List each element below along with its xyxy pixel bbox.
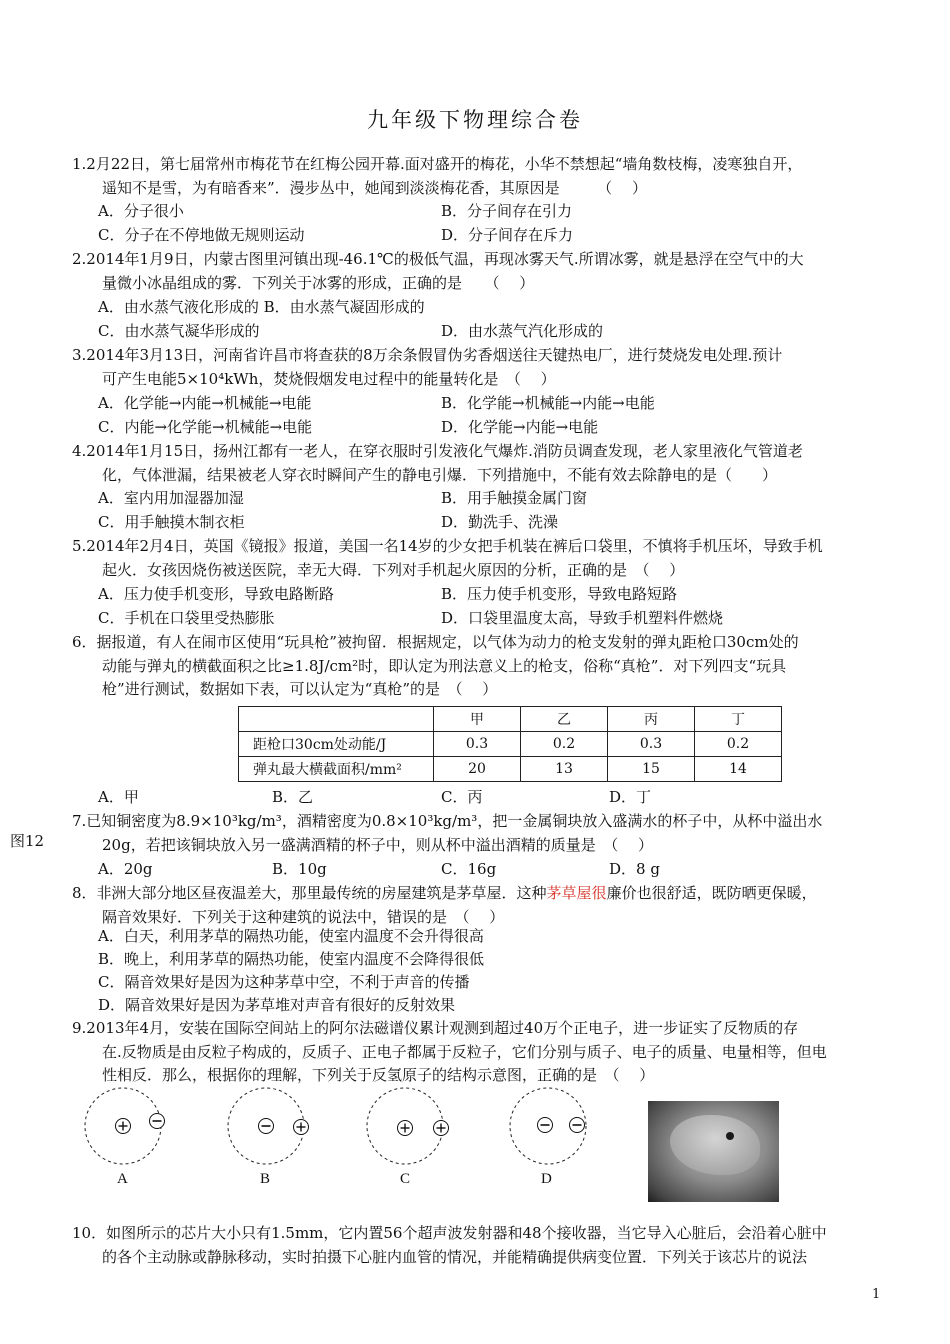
question-2-line2: 量微小冰晶组成的雾．下列关于冰雾的形成，正确的是 （ ）: [102, 273, 535, 292]
question-5-line1: 5.2014年2月4日，英国《镜报》报道，美国一名14岁的少女把手机装在裤后口袋里，不慎将手机压坏，导致手机: [72, 537, 823, 555]
question-4-line2: 化，气体泄漏，结果被老人穿衣时瞬间产生的静电引爆．下列措施中，不能有效去除静电的是（ ）: [102, 465, 778, 484]
question-7: [72, 810, 882, 857]
atom-diagram-c: [367, 1088, 449, 1187]
table-cell: 14: [695, 757, 782, 782]
q7-option-b: B．10g: [272, 860, 327, 878]
question-8-line1: [72, 882, 882, 906]
table-cell: 0.2: [695, 732, 782, 757]
diagram-label-a: A: [117, 1171, 128, 1187]
q1-option-c: C．分子在不停地做无规则运动: [98, 226, 305, 244]
q1-option-a: A．分子很小: [98, 202, 184, 220]
q5-option-c: C．手机在口袋里受热膨胀: [98, 609, 275, 627]
q5-option-b: B．压力使手机变形，导致电路短路: [441, 585, 678, 603]
question-8: [72, 882, 882, 929]
q3-option-c: C．内能→化学能→机械能→电能: [98, 418, 313, 436]
table-cell: 弹丸最大横截面积/mm²: [239, 757, 434, 782]
fingertip-shape: [670, 1115, 760, 1175]
table-header-row: [239, 707, 782, 732]
question-1-line1: 1.2月22日，第七届常州市梅花节在红梅公园开幕.面对盛开的梅花，小华不禁想起“墙角数枝梅，凌寒独自开，: [72, 155, 803, 173]
q1-option-b: B．分子间存在引力: [441, 202, 573, 220]
question-10: [72, 1222, 882, 1269]
question-8-line1-pre: 8．非洲大部分地区昼夜温差大，那里最传统的房屋建筑是茅草屋．这种: [72, 884, 547, 902]
question-9-line1: 9.2013年4月，安装在国际空间站上的阿尔法磁谱仪累计观测到超过40万个正电子，进一步证实了反物质的存: [72, 1019, 799, 1037]
question-3: [72, 344, 882, 391]
question-3-line2: 可产生电能5×10⁴kWh，焚烧假烟发电过程中的能量转化是 （ ）: [102, 369, 556, 388]
table-row: [239, 732, 782, 757]
table-cell: 0.3: [608, 732, 695, 757]
question-6-line1: 6．据报道，有人在闹市区使用“玩具枪”被拘留．根据规定，以气体为动力的枪支发射的弹丸距枪口30cm处的: [72, 633, 799, 651]
q1-option-d: D．分子间存在斥力: [441, 226, 574, 244]
question-6-line2: 动能与弹丸的横截面积之比≥1.8J/cm²时，即认定为刑法意义上的枪支，俗称“真枪”．对下列四支“玩具: [102, 656, 787, 675]
question-4-line1: 4.2014年1月15日，扬州江都有一老人，在穿衣服时引发液化气爆炸.消防员调查发现，老人家里液化气管道老: [72, 442, 803, 460]
question-10-line1: 10．如图所示的芯片大小只有1.5mm，它内置56个超声波发射器和48个接收器，当它导入心脏后，会沿着心脏中: [72, 1224, 827, 1242]
q8-option-a: A．白天，利用茅草的隔热功能，使室内温度不会升得很高: [98, 927, 484, 945]
gun-test-table: [238, 706, 782, 782]
q2-option-c: C．由水蒸气凝华形成的: [98, 322, 260, 340]
table-cell: 距枪口30cm处动能/J: [239, 732, 434, 757]
question-6: [72, 631, 882, 702]
table-cell: 丙: [608, 707, 695, 732]
q8-option-b: B．晚上，利用茅草的隔热功能，使室内温度不会降得很低: [98, 950, 485, 968]
diagram-label-d: D: [541, 1171, 552, 1187]
table-cell: 0.3: [434, 732, 521, 757]
q6-option-d: D．丁: [609, 788, 652, 806]
q7-option-c: C．16g: [441, 860, 497, 878]
antihydrogen-diagrams: [75, 1085, 635, 1195]
question-4: [72, 440, 882, 487]
question-1-line2: 遥知不是雪，为有暗香来”．漫步丛中，她闻到淡淡梅花香，其原因是 （ ）: [102, 178, 647, 197]
question-5: [72, 535, 882, 582]
q8-option-c: C．隔音效果好是因为这种茅草中空，不利于声音的传播: [98, 973, 470, 991]
question-10-line2: 的各个主动脉或静脉移动，实时拍摄下心脏内血管的情况，并能精确提供病变位置．下列关于该芯片的说法: [102, 1247, 808, 1266]
diagram-label-c: C: [400, 1171, 411, 1187]
table-cell: 13: [521, 757, 608, 782]
q4-option-b: B．用手触摸金属门窗: [441, 489, 588, 507]
question-3-line1: 3.2014年3月13日，河南省许昌市将查获的8万余条假冒伪劣香烟送往天键热电厂，进行焚烧发电处理.预计: [72, 346, 783, 364]
q2-option-ab: A．由水蒸气液化形成的 B．由水蒸气凝固形成的: [98, 298, 425, 316]
q2-option-d: D．由水蒸气汽化形成的: [441, 322, 604, 340]
question-6-line3: 枪”进行测试，数据如下表，可以认定为“真枪”的是 （ ）: [102, 680, 498, 698]
q4-option-a: A．室内用加湿器加湿: [98, 489, 244, 507]
question-7-line1: 7.已知铜密度为8.9×10³kg/m³，酒精密度为0.8×10³kg/m³，把一金属铜块放入盛满水的杯子中，从杯中溢出水: [72, 812, 823, 830]
table-cell: [239, 707, 434, 732]
chip-on-fingertip-photo: [648, 1101, 779, 1202]
table-cell: 0.2: [521, 732, 608, 757]
atom-diagram-d: [510, 1088, 586, 1187]
table-row: [239, 757, 782, 782]
q4-option-c: C．用手触摸木制衣柜: [98, 513, 245, 531]
question-9-line3: 性相反．那么，根据你的理解，下列关于反氢原子的结构示意图，正确的是 （ ）: [102, 1066, 655, 1084]
chip-dot: [726, 1132, 734, 1140]
table-cell: 丁: [695, 707, 782, 732]
q5-option-a: A．压力使手机变形，导致电路断路: [98, 585, 334, 603]
question-8-highlight: 茅草屋很: [546, 884, 607, 902]
page-title: 九年级下物理综合卷: [367, 108, 583, 132]
atom-diagram-a: [85, 1088, 165, 1187]
figure-side-note: 图12: [10, 832, 45, 850]
question-7-line2: 20g，若把该铜块放入另一盛满酒精的杯子中，则从杯中溢出酒精的质量是 （ ）: [102, 835, 653, 854]
q7-option-d: D．8 g: [609, 860, 660, 878]
question-1: [72, 153, 882, 200]
q8-option-d: D．隔音效果好是因为茅草堆对声音有很好的反射效果: [98, 996, 456, 1014]
table-cell: 甲: [434, 707, 521, 732]
q3-option-a: A．化学能→内能→机械能→电能: [98, 394, 312, 412]
q4-option-d: D．勤洗手、洗澡: [441, 513, 559, 531]
q3-option-b: B．化学能→机械能→内能→电能: [441, 394, 655, 412]
question-8-line2: 隔音效果好．下列关于这种建筑的说法中，错误的是 （ ）: [102, 907, 505, 926]
question-2-line1: 2.2014年1月9日，内蒙古图里河镇出现-46.1℃的极低气温，再现冰雾天气.所谓冰雾，就是悬浮在空气中的大: [72, 250, 804, 268]
q6-option-b: B．乙: [272, 788, 314, 806]
atom-diagram-b: [228, 1088, 309, 1187]
diagram-label-b: B: [260, 1171, 271, 1187]
q6-option-c: C．丙: [441, 788, 483, 806]
table-cell: 乙: [521, 707, 608, 732]
table-cell: 15: [608, 757, 695, 782]
question-5-line2: 起火．女孩因烧伤被送医院，幸无大碍．下列对手机起火原因的分析，正确的是 （ ）: [102, 560, 685, 579]
page-number: 1: [872, 1287, 881, 1302]
question-9: [72, 1017, 882, 1088]
table-cell: 20: [434, 757, 521, 782]
question-8-line1-post: 廉价也很舒适，既防晒更保暖，: [606, 884, 817, 902]
q6-option-a: A．甲: [98, 788, 139, 806]
q3-option-d: D．化学能→内能→电能: [441, 418, 599, 436]
q5-option-d: D．口袋里温度太高，导致手机塑料件燃烧: [441, 609, 724, 627]
question-2: [72, 248, 882, 295]
q7-option-a: A．20g: [98, 860, 153, 878]
question-9-line2: 在.反物质是由反粒子构成的，反质子、正电子都属于反粒子，它们分别与质子、电子的质量、电量相等，但电: [102, 1042, 827, 1061]
